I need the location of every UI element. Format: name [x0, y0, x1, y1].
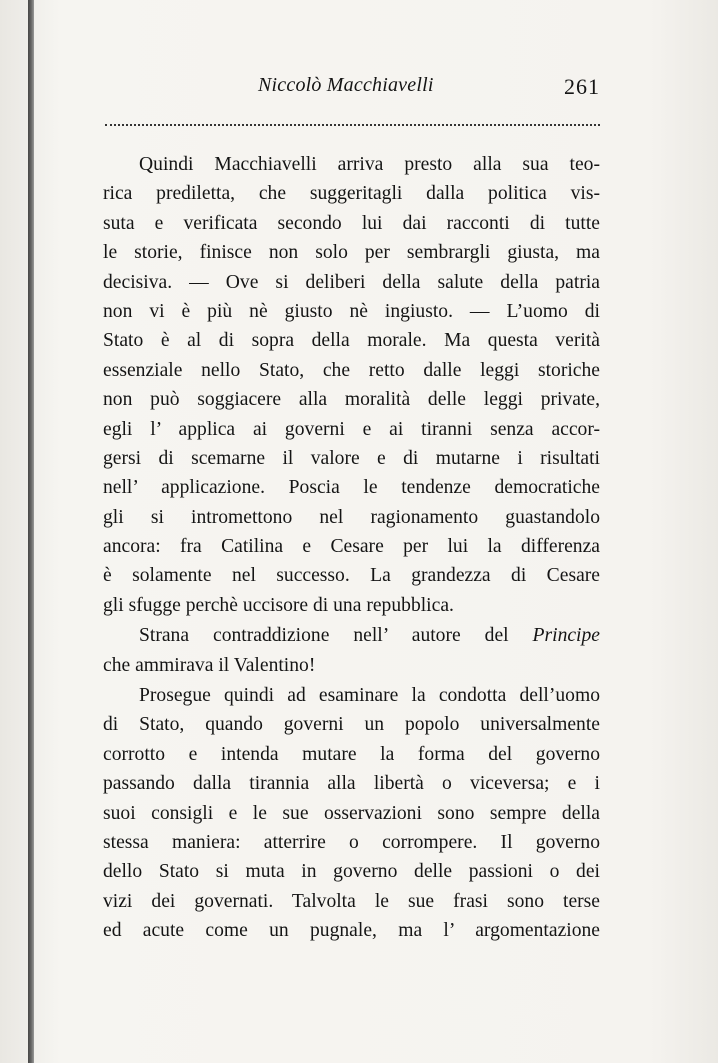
body-text	[103, 150, 600, 946]
text-line: non vi è più nè giusto nè ingiusto. — L’uomo di	[103, 300, 600, 322]
text-line: passando dalla tirannia alla libertà o viceversa; e i	[103, 773, 600, 795]
text-line	[103, 621, 600, 650]
text-line: suoi consigli e le sue osservazioni sono sempre della	[103, 802, 600, 824]
text-line: le storie, finisce non solo per sembrargli giusta, ma	[103, 242, 600, 264]
text-line: gli si intromettono nel ragionamento guastandolo	[103, 506, 600, 528]
page-header	[100, 74, 600, 106]
work-title-principe: Principe	[532, 625, 600, 647]
text-line: Stato è al di sopra della morale. Ma questa verità	[103, 330, 600, 352]
text-line: egli l’ applica ai governi e ai tiranni senza accor-	[103, 418, 600, 440]
text-line: corrotto e intenda mutare la forma del governo	[103, 743, 600, 765]
text-line-start: Strana contraddizione nell’ autore del	[139, 625, 533, 647]
text-line: suta e verificata secondo lui dai racconti di tutte	[103, 212, 600, 234]
text-line: di Stato, quando governi un popolo universalmente	[103, 714, 600, 736]
text-line: non può soggiacere alla moralità delle leggi private,	[103, 389, 600, 411]
text-line: Quindi Macchiavelli arriva presto alla sua teo-	[139, 154, 600, 175]
header-rule	[105, 124, 600, 126]
running-title: Niccolò Macchiavelli	[258, 74, 434, 96]
text-line: gersi di scemarne il valore e di mutarne i risultati	[103, 447, 600, 469]
text-line: nell’ applicazione. Poscia le tendenze democratiche	[103, 477, 600, 499]
binding-edge	[28, 0, 34, 1063]
text-line: rica prediletta, che suggeritagli dalla politica vis-	[103, 183, 600, 205]
text-line: che ammirava il Valentino!	[103, 654, 316, 676]
text-line: vizi dei governati. Talvolta le sue frasi sono terse	[103, 890, 600, 912]
text-line: stessa maniera: atterrire o corrompere. Il governo	[103, 831, 600, 853]
text-line: decisiva. — Ove si deliberi della salute della patria	[103, 271, 600, 293]
text-line: Prosegue quindi ad esaminare la condotta dell’uomo	[139, 685, 600, 707]
text-line: gli sfugge perchè uccisore di una repubblica.	[103, 594, 454, 616]
text-line: dello Stato si muta in governo delle passioni o dei	[103, 861, 600, 883]
text-line: ancora: fra Catilina e Cesare per lui la differenza	[103, 536, 600, 558]
text-line: ed acute come un pugnale, ma l’ argomentazione	[103, 920, 600, 942]
text-line: essenziale nello Stato, che retto dalle leggi storiche	[103, 359, 600, 381]
page-number: 261	[564, 74, 600, 99]
text-line: è solamente nel successo. La grandezza di Cesare	[103, 565, 600, 587]
